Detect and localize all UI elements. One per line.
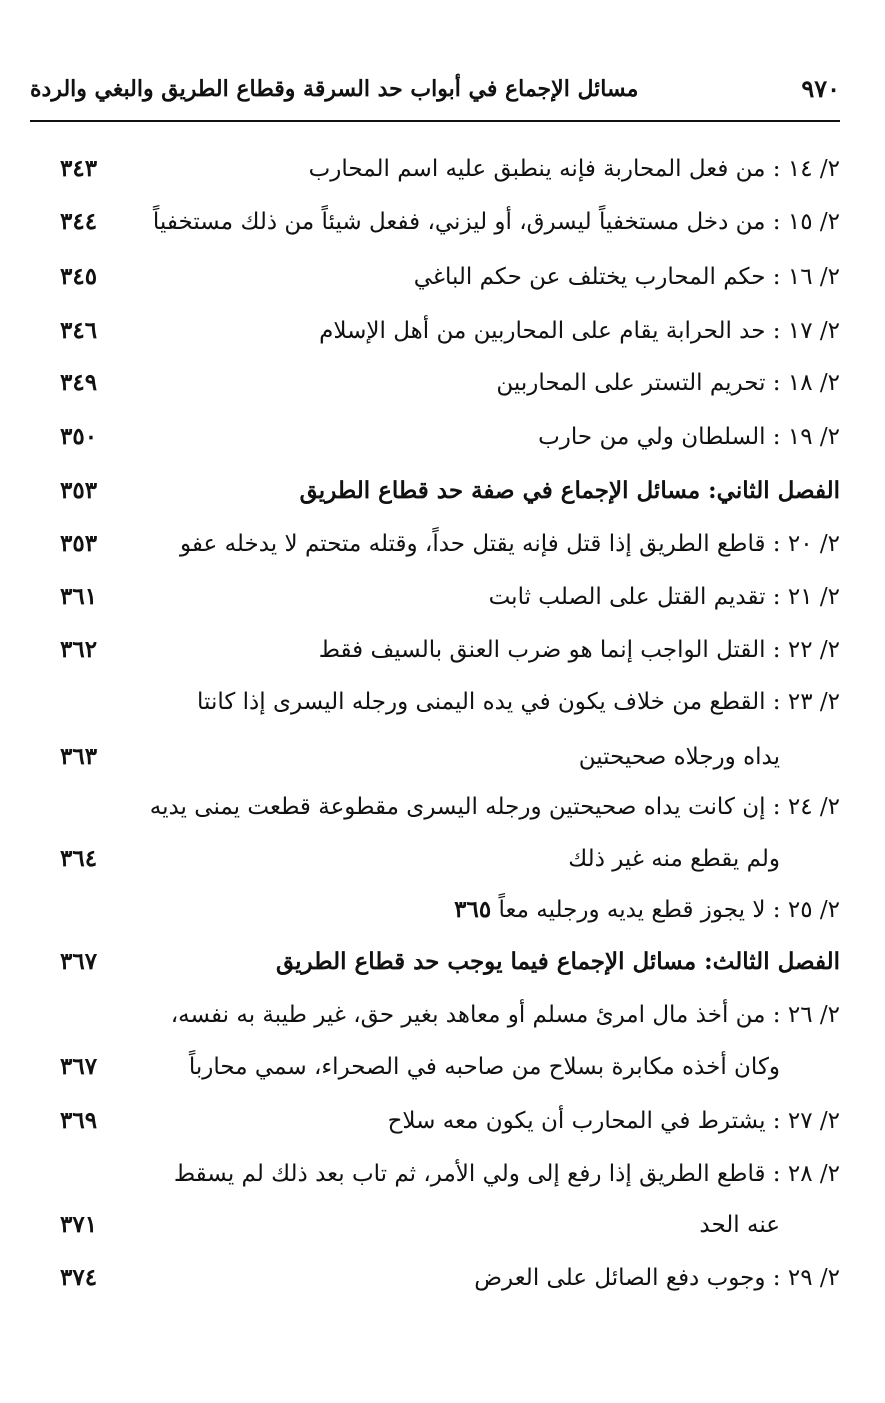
entry-page: ٣٤٣ (60, 155, 98, 182)
entry-line: ٢/ ٢٠ : قاطع الطريق إذا قتل فإنه يقتل حداً، وقتله متحتم لا يدخله عفو (180, 531, 840, 557)
entry-page: ٣٥٠ (60, 423, 98, 450)
entry-page: ٣٤٤ (60, 208, 98, 235)
entry-number: ٢/ ١٤ (787, 156, 840, 182)
entry-text: قاطع الطريق إذا رفع إلى ولي الأمر، ثم تاب بعد ذلك لم يسقط (173, 1161, 766, 1187)
entry-text: تقديم القتل على الصلب ثابت (488, 584, 766, 610)
entry-line: ٢/ ١٦ : حكم المحارب يختلف عن حكم الباغي (413, 264, 840, 290)
entry-line: ٢/ ١٨ : تحريم التستر على المحاربين (496, 370, 840, 396)
entry-text: إن كانت يداه صحيحتين ورجله اليسرى مقطوعة قطعت يمنى يديه (149, 794, 766, 820)
entry-page: ٣٦٥ (454, 896, 492, 923)
entry-line: ٢/ ٢٦ : من أخذ مال امرئ مسلم أو معاهد بغير حق، غير طيبة به نفسه، (170, 1002, 840, 1028)
entry-line: ٢/ ٢٥ : لا يجوز قطع يديه ورجليه معاً ٣٦٥ (454, 896, 840, 923)
entry-number: ٢/ ٢٩ (787, 1265, 840, 1291)
entry-line: ٢/ ٢٧ : يشترط في المحارب أن يكون معه سلاح (387, 1108, 840, 1134)
entry-page: ٣٦٢ (60, 636, 98, 663)
entry-line: ٢/ ٢٣ : القطع من خلاف يكون في يده اليمنى ورجله اليسرى إذا كانتا (197, 689, 840, 715)
entry-page: ٣٦٧ (60, 948, 98, 975)
entry-number: ٢/ ١٥ (787, 209, 840, 235)
chapter-title: الفصل الثاني: مسائل الإجماع في صفة حد قطاع الطريق (299, 477, 840, 504)
running-header (30, 68, 840, 122)
entry-page: ٣٤٩ (60, 369, 98, 396)
entry-line: ٢/ ٢١ : تقديم القتل على الصلب ثابت (488, 584, 840, 610)
entry-number: ٢/ ١٦ (787, 264, 840, 290)
entry-page: ٣٦٩ (60, 1107, 98, 1134)
entry-number: ٢/ ٢٠ (787, 531, 840, 557)
entry-line: ٢/ ١٥ : من دخل مستخفياً ليسرق، أو ليزني، ففعل شيئاً من ذلك مستخفياً (152, 209, 840, 235)
entry-continuation: وكان أخذه مكابرة بسلاح من صاحبه في الصحراء، سمي محارباً (188, 1054, 780, 1080)
entry-number: ٢/ ٢٥ (787, 897, 840, 923)
entry-line: ٢/ ٢٤ : إن كانت يداه صحيحتين ورجله اليسرى مقطوعة قطعت يمنى يديه (149, 794, 840, 820)
entry-number: ٢/ ١٧ (787, 318, 840, 344)
entry-number: ٢/ ٢٤ (787, 794, 840, 820)
entry-page: ٣٤٥ (60, 263, 98, 290)
chapter-title: الفصل الثالث: مسائل الإجماع فيما يوجب حد قطاع الطريق (275, 948, 840, 975)
entry-page: ٣٧٤ (60, 1264, 98, 1291)
entry-number: ٢/ ١٨ (787, 370, 840, 396)
running-title: مسائل الإجماع في أبواب حد السرقة وقطاع الطريق والبغي والردة (30, 76, 639, 102)
entry-line: ٢/ ٢٢ : القتل الواجب إنما هو ضرب العنق بالسيف فقط (318, 637, 840, 663)
entry-number: ٢/ ٢٧ (787, 1108, 840, 1134)
entry-text: حد الحرابة يقام على المحاربين من أهل الإسلام (319, 318, 766, 344)
entry-line: ٢/ ٢٨ : قاطع الطريق إذا رفع إلى ولي الأمر، ثم تاب بعد ذلك لم يسقط (173, 1161, 840, 1187)
entry-page: ٣٥٣ (60, 477, 98, 504)
entry-text: قاطع الطريق إذا قتل فإنه يقتل حداً، وقتله متحتم لا يدخله عفو (180, 531, 766, 557)
entry-text: تحريم التستر على المحاربين (496, 370, 766, 396)
entry-continuation: يداه ورجلاه صحيحتين (578, 744, 780, 770)
entry-page: ٣٥٣ (60, 530, 98, 557)
entry-text: لا يجوز قطع يديه ورجليه معاً (498, 897, 766, 923)
entry-text: من فعل المحاربة فإنه ينطبق عليه اسم المحارب (308, 156, 766, 182)
entry-number: ٢/ ١٩ (787, 424, 840, 450)
entry-line: ٢/ ١٤ : من فعل المحاربة فإنه ينطبق عليه اسم المحارب (308, 156, 840, 182)
entry-text: القطع من خلاف يكون في يده اليمنى ورجله اليسرى إذا كانتا (197, 689, 766, 715)
entry-line: ٢/ ١٧ : حد الحرابة يقام على المحاربين من أهل الإسلام (319, 318, 840, 344)
entry-continuation: عنه الحد (699, 1212, 780, 1238)
entry-text: وجوب دفع الصائل على العرض (474, 1265, 766, 1291)
entry-page: ٣٧١ (60, 1211, 98, 1238)
entry-text: حكم المحارب يختلف عن حكم الباغي (413, 264, 766, 290)
entry-line: ٢/ ١٩ : السلطان ولي من حارب (538, 424, 840, 450)
entry-number: ٢/ ٢١ (787, 584, 840, 610)
entry-text: السلطان ولي من حارب (538, 424, 766, 450)
entry-text: القتل الواجب إنما هو ضرب العنق بالسيف فقط (318, 637, 766, 663)
entry-text: من دخل مستخفياً ليسرق، أو ليزني، ففعل شيئاً من ذلك مستخفياً (152, 209, 766, 235)
entry-page: ٣٦١ (60, 583, 98, 610)
entry-number: ٢/ ٢٢ (787, 637, 840, 663)
entry-text: يشترط في المحارب أن يكون معه سلاح (387, 1108, 766, 1134)
entry-page: ٣٤٦ (60, 317, 98, 344)
entry-page: ٣٦٣ (60, 743, 98, 770)
entry-number: ٢/ ٢٦ (787, 1002, 840, 1028)
entry-continuation: ولم يقطع منه غير ذلك (568, 846, 780, 872)
header-rule (30, 120, 840, 122)
entry-page: ٣٦٤ (60, 845, 98, 872)
entry-line: ٢/ ٢٩ : وجوب دفع الصائل على العرض (474, 1265, 840, 1291)
entry-number: ٢/ ٢٣ (787, 689, 840, 715)
entry-text: من أخذ مال امرئ مسلم أو معاهد بغير حق، غير طيبة به نفسه، (170, 1002, 766, 1028)
entry-number: ٢/ ٢٨ (787, 1161, 840, 1187)
page-number: ٩٧٠ (801, 74, 840, 103)
entry-page: ٣٦٧ (60, 1053, 98, 1080)
